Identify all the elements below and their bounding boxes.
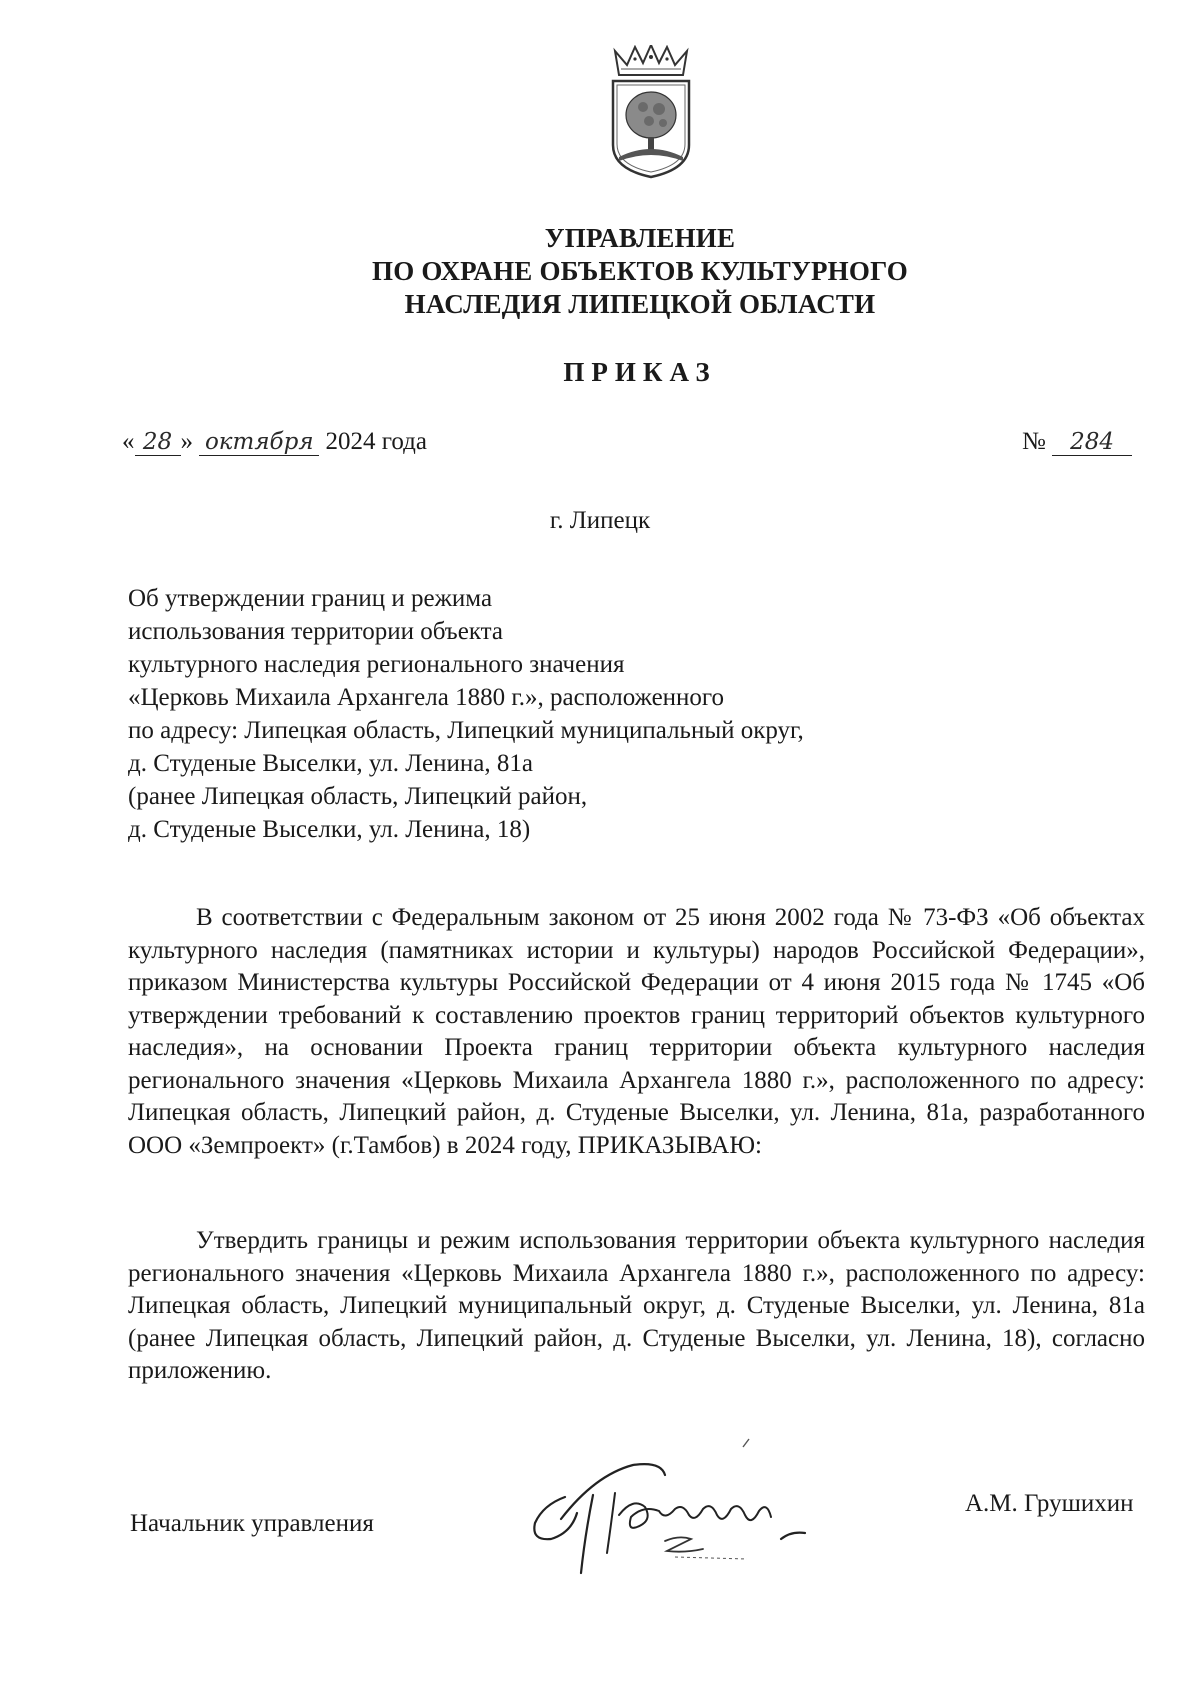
order-subject — [128, 582, 948, 846]
signatory-position: Начальник управления — [130, 1510, 374, 1537]
header-line: УПРАВЛЕНИЕ — [544, 223, 736, 253]
date-close-quote: » — [180, 428, 193, 455]
organization-header — [280, 222, 1000, 321]
header-line: НАСЛЕДИЯ ЛИПЕЦКОЙ ОБЛАСТИ — [404, 289, 876, 319]
lipetsk-coat-of-arms-icon — [605, 45, 697, 180]
date-open-quote: « — [122, 428, 135, 455]
subject-line: использования территории объекта — [128, 618, 503, 645]
subject-line: «Церковь Михаила Архангела 1880 г.», расположенного — [128, 684, 725, 711]
date-month: октября — [199, 429, 319, 456]
header-line: ПО ОХРАНЕ ОБЪЕКТОВ КУЛЬТУРНОГО — [372, 256, 908, 286]
body-paragraph-order: Утвердить границы и режим использования территории объекта культурного наследия регионального значения «Церковь Михаила Архангела 1880 г.», расположенного по адресу: Липецкая область, Липецкий муниципальный округ, д. Студеные Выселки, ул. Ленина, 81а (ранее Липецкая область, Липецкий район, д. Студеные Выселки, ул. Ленина, 18), согласно приложению. — [128, 1227, 1145, 1384]
subject-line: д. Студеные Выселки, ул. Ленина, 81а — [128, 750, 533, 777]
date-day: 28 — [135, 429, 181, 456]
date-year: 2024 года — [325, 428, 427, 455]
handwritten-signature-icon — [515, 1435, 875, 1575]
body-paragraph-basis: В соответствии с Федеральным законом от 25 июня 2002 года № 73-ФЗ «Об объектах культурного наследия (памятниках истории и культуры) народов Российской Федерации», приказом Министерства культуры Российской Федерации от 4 июня 2015 года № 1745 «Об утверждении требований к составлению проектов границ территорий объектов культурного наследия», на основании Проекта границ территории объекта культурного наследия регионального значения «Церковь Михаила Архангела 1880 г.», расположенного по адресу: Липецкая область, Липецкий район, д. Студеные Выселки, ул. Ленина, 81а, разработанного ООО «Земпроект» (г.Тамбов) в 2024 году, ПРИКАЗЫВАЮ: — [128, 904, 1145, 1159]
subject-line: по адресу: Липецкая область, Липецкий муниципальный округ, — [128, 717, 804, 744]
subject-line: Об утверждении границ и режима — [128, 585, 493, 612]
subject-line: (ранее Липецкая область, Липецкий район, — [128, 783, 588, 810]
city: г. Липецк — [549, 507, 651, 534]
signatory-name: А.М. Грушихин — [965, 1490, 1134, 1517]
subject-line: культурного наследия регионального значения — [128, 651, 625, 678]
number-label: № — [1022, 428, 1046, 455]
order-date — [122, 428, 427, 456]
order-number — [1022, 428, 1132, 456]
document-type: ПРИКАЗ — [563, 357, 717, 387]
subject-line: д. Студеные Выселки, ул. Ленина, 18) — [128, 816, 531, 843]
number-value: 284 — [1052, 429, 1132, 456]
